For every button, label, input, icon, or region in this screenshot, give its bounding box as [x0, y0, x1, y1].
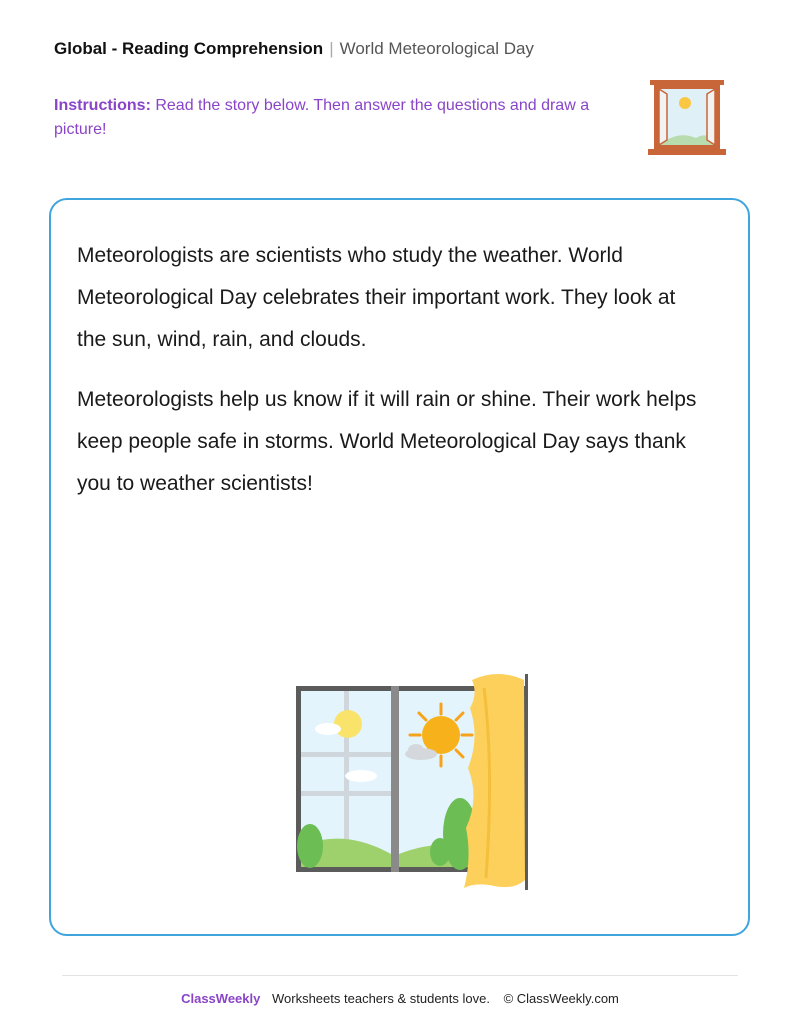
story-paragraph-1: Meteorologists are scientists who study the weather. World Meteorological Day celebrates their important work. They look at the sun, wind, rain, and clouds. [77, 244, 676, 351]
window-with-sun-curtain-illustration [294, 668, 530, 894]
footer-tagline: Worksheets teachers & students love. [271, 991, 490, 1006]
story [77, 235, 697, 523]
open-window-icon [648, 80, 726, 156]
footer [0, 990, 800, 1008]
header-separator: | [329, 39, 334, 58]
worksheet-subtitle: World Meteorological Day [339, 39, 534, 58]
instructions-text: Read the story below. Then answer the questions and draw a picture! [54, 97, 590, 138]
footer-brand: ClassWeekly [181, 991, 261, 1006]
footer-divider [62, 975, 738, 976]
footer-copyright: © ClassWeekly.com [503, 991, 619, 1006]
story-paragraph-2: Meteorologists help us know if it will rain or shine. Their work helps keep people safe in storms. World Meteorological Day says thank you to weather scientists! [77, 388, 697, 495]
instructions-label: Instructions: [54, 97, 151, 114]
worksheet-header [54, 38, 534, 60]
instructions [54, 94, 614, 142]
worksheet-title: Global - Reading Comprehension [54, 39, 324, 58]
